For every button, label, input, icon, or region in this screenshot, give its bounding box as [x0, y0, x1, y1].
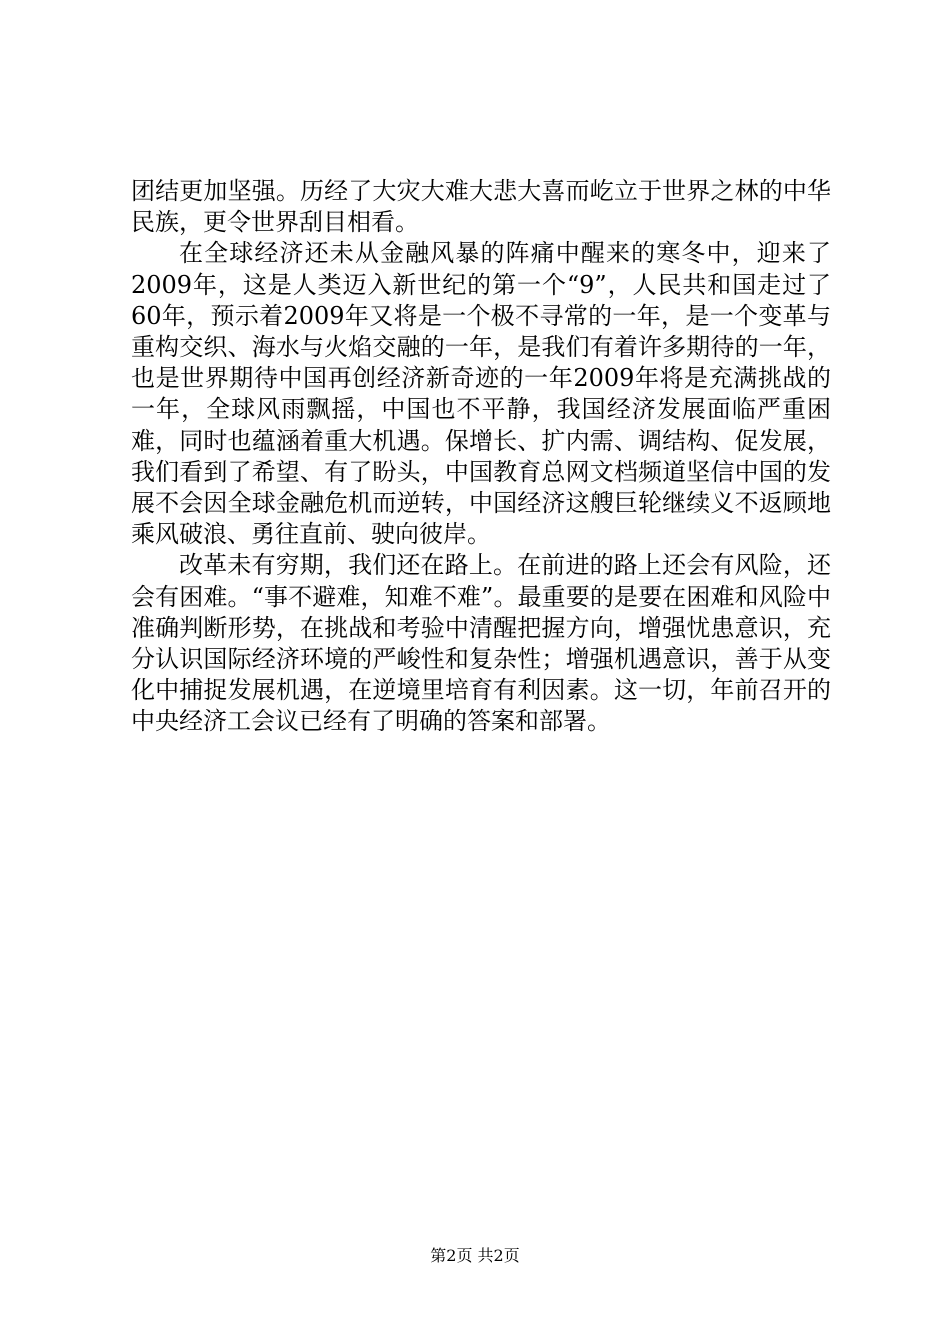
paragraph-economy: 在全球经济还未从金融风暴的阵痛中醒来的寒冬中，迎来了2009年，这是人类迈入新世纪的第一个“9”，人民共和国走过了60年，预示着2009年又将是一个极不寻常的一年，是一个变革与重构交织、海水与火焰交融的一年，是我们有着许多期待的一年，也是世界期待中国再创经济新奇迹的一年2009年将是充满挑战的一年，全球风雨飘摇，中国也不平静，我国经济发展面临严重困难，同时也蕴涵着重大机遇。保增长、扩内需、调结构、促发展，我们看到了希望、有了盼头，中国教育总网文档频道坚信中国的发展不会因全球金融危机而逆转，中国经济这艘巨轮继续义不返顾地乘风破浪、勇往直前、驶向彼岸。 — [131, 239, 831, 549]
page-footer: 第2页 共2页 — [430, 1246, 520, 1265]
paragraph-reform: 改革未有穷期，我们还在路上。在前进的路上还会有风险，还会有困难。“事不避难，知难不难”。最重要的是要在困难和风险中准确判断形势，在挑战和考验中清醒把握方向，增强忧患意识，充分认识国际经济环境的严峻性和复杂性；增强机遇意识，善于从变化中捕捉发展机遇，在逆境里培育有利因素。这一切，年前召开的中央经济工会议已经有了明确的答案和部署。 — [131, 551, 831, 736]
paragraph-continued: 团结更加坚强。历经了大灾大难大悲大喜而屹立于世界之林的中华民族，更令世界刮目相看。 — [131, 177, 831, 237]
document-body — [131, 176, 831, 738]
